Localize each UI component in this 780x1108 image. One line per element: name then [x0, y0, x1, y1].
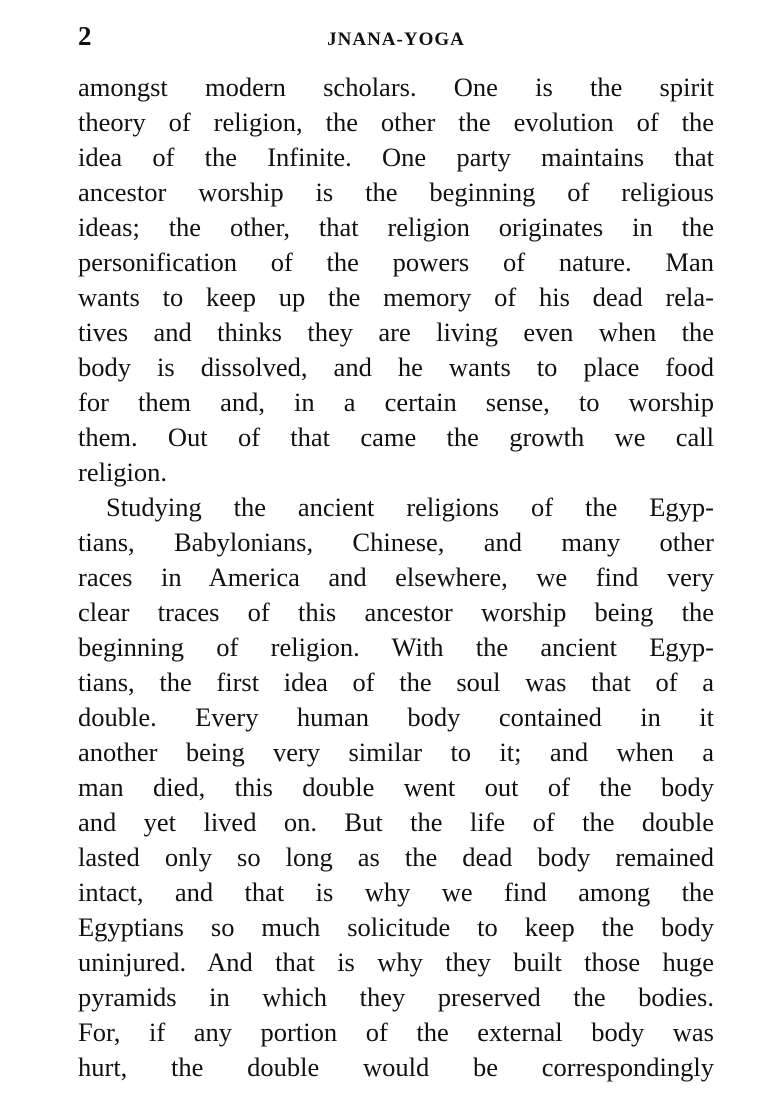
text-line: amongst modern scholars. One is the spirit	[78, 72, 714, 102]
text-line: for them and, in a certain sense, to worship	[78, 387, 714, 417]
text-line: tians, Babylonians, Chinese, and many other	[78, 527, 714, 557]
text-line: theory of religion, the other the evolution of the	[78, 107, 714, 137]
paragraph-start-line: Studying the ancient religions of the Egyp-	[106, 492, 714, 522]
text-line: man died, this double went out of the body	[78, 772, 714, 802]
text-line: clear traces of this ancestor worship being the	[78, 597, 714, 627]
text-line: hurt, the double would be correspondingly	[78, 1052, 714, 1082]
text-line: body is dissolved, and he wants to place food	[78, 352, 714, 382]
text-line: uninjured. And that is why they built those huge	[78, 947, 714, 977]
text-line: personification of the powers of nature. Man	[78, 247, 714, 277]
text-line: pyramids in which they preserved the bodies.	[78, 982, 714, 1012]
body-text	[78, 70, 714, 1085]
text-line: ideas; the other, that religion originates in the	[78, 212, 714, 242]
page-number: 2	[78, 21, 92, 51]
text-line: another being very similar to it; and when a	[78, 737, 714, 767]
running-title: JNANA-YOGA	[327, 29, 465, 50]
text-line: idea of the Infinite. One party maintains that	[78, 142, 714, 172]
text-line: beginning of religion. With the ancient Egyp-	[78, 632, 714, 662]
text-line: races in America and elsewhere, we find very	[78, 562, 714, 592]
text-line: lasted only so long as the dead body remained	[78, 842, 714, 872]
text-line: and yet lived on. But the life of the double	[78, 807, 714, 837]
text-line: Egyptians so much solicitude to keep the body	[78, 912, 714, 942]
text-line: For, if any portion of the external body was	[78, 1017, 714, 1047]
text-line: them. Out of that came the growth we call	[78, 422, 714, 452]
text-line: tians, the first idea of the soul was that of a	[78, 667, 714, 697]
page-header	[78, 18, 714, 58]
text-line: ancestor worship is the beginning of religious	[78, 177, 714, 207]
paragraph-end-line: religion.	[78, 457, 168, 487]
text-line: wants to keep up the memory of his dead rela-	[78, 282, 714, 312]
text-line: double. Every human body contained in it	[78, 702, 714, 732]
text-line: intact, and that is why we find among the	[78, 877, 714, 907]
text-line: tives and thinks they are living even when the	[78, 317, 714, 347]
